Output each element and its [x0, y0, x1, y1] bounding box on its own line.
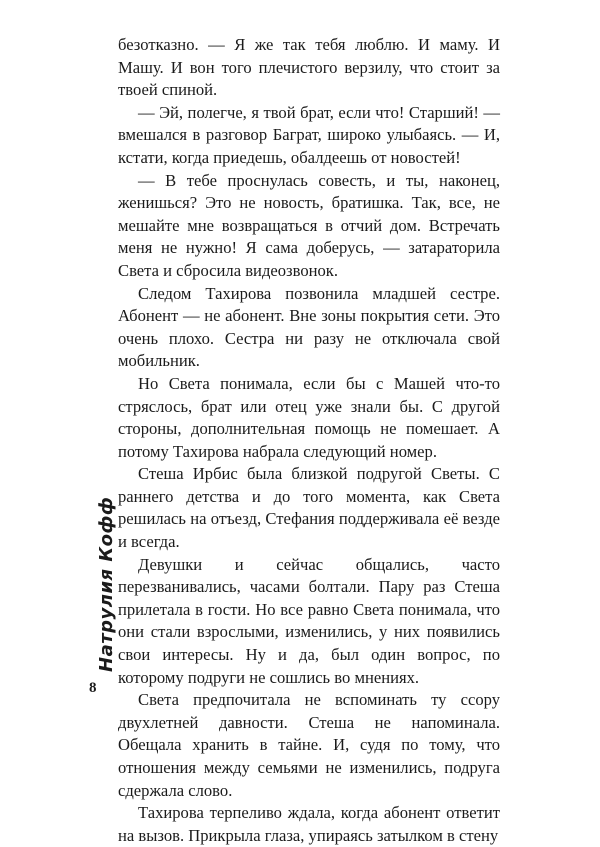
page-number: 8	[89, 680, 97, 696]
paragraph: Девушки и сейчас общались, часто перезванивались, часами болтали. Пару раз Стеша прилетала в гости. Но все равно Света понимала, что они стали взрослыми, изменились, у них появились свои интересы. Ну и да, был один вопрос, по которому подруги не сошлись во мнениях.	[118, 554, 500, 687]
paragraph: — В тебе проснулась совесть, и ты, наконец, женишься? Это не новость, братишка. Так, все, не мешайте мне возвращаться в отчий дом. Встречать меня не нужно! Я сама доберусь, — затараторила Света и сбросила видеозвонок.	[118, 170, 500, 280]
paragraph: Следом Тахирова позвонила младшей сестре. Абонент — не абонент. Вне зоны покрытия сети. Это очень плохо. Сестра ни разу не отключала свой мобильник.	[118, 283, 500, 371]
author-signature: Натрулия Кофф	[96, 496, 117, 672]
paragraph: — Эй, полегче, я твой брат, если что! Старший! — вмешался в разговор Баграт, широко улыбаясь. — И, кстати, когда приедешь, обалдеешь от новостей!	[118, 102, 500, 167]
paragraph: Но Света понимала, если бы с Машей что-то стряслось, брат или отец уже знали бы. С другой стороны, дополнительная помощь не помешает. А потому Тахирова набрала следующий номер.	[118, 373, 500, 461]
paragraph: безотказно. — Я же так тебя люблю. И маму. И Машу. И вон того плечистого верзилу, что стоит за твоей спиной.	[118, 35, 500, 100]
text-column	[118, 34, 500, 847]
paragraph: Стеша Ирбис была близкой подругой Светы. С раннего детства и до того момента, как Света решилась на отъезд, Стефания поддерживала её везде и всегда.	[118, 464, 500, 552]
paragraph: Света предпочитала не вспоминать ту ссору двухлетней давности. Стеша не напоминала. Обещала хранить в тайне. И, судя по тому, что отношения между семьями не изменились, подруга сдержала слово.	[118, 690, 500, 800]
paragraph: Тахирова терпеливо ждала, когда абонент ответит на вызов. Прикрыла глаза, упираясь затылком в стену	[118, 803, 500, 845]
